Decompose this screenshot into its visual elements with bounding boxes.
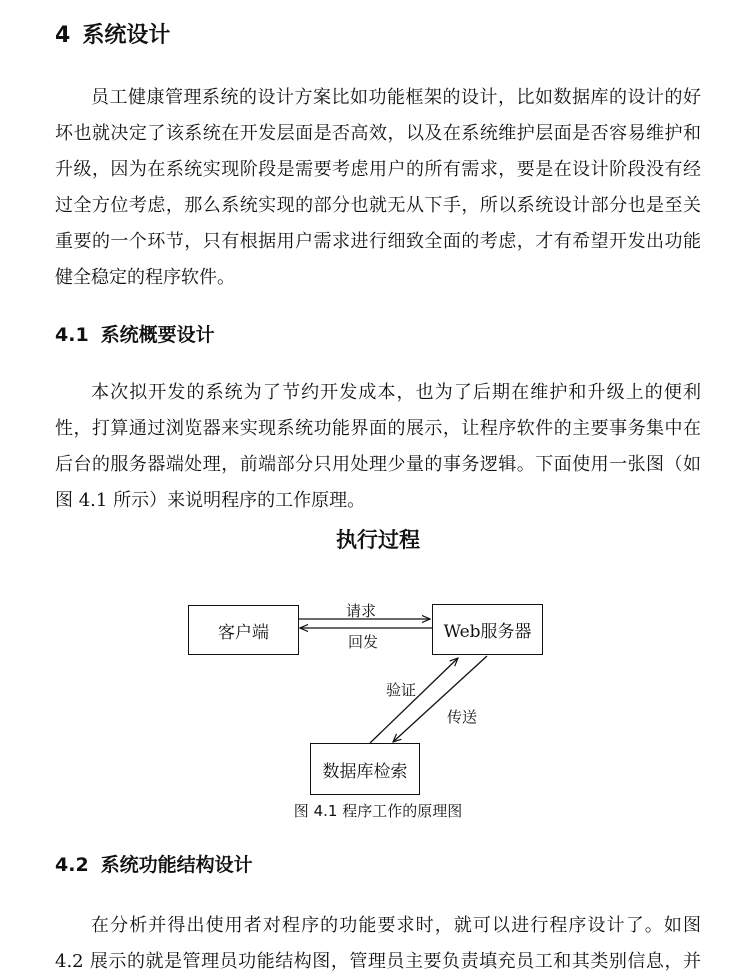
client-node [188, 605, 299, 655]
figure-caption: 图 4.1 程序工作的原理图 [293, 802, 463, 820]
section-title: 系统概要设计 [100, 324, 215, 346]
web-server-node [432, 604, 543, 655]
paragraph-line: 员工健康管理系统的设计方案比如功能框架的设计，比如数据库的设计的好 [91, 87, 701, 108]
request-label: 请求 [346, 602, 377, 620]
transmit-label: 传送 [447, 708, 478, 726]
paragraph-line: 重要的一个环节，只有根据用户需求进行细致全面的考虑，才有希望开发出功能 [55, 231, 701, 252]
paragraph-line: 4.2 展示的就是管理员功能结构图，管理员主要负责填充员工和其类别信息，并 [55, 951, 701, 972]
paragraph-line: 性，打算通过浏览器来实现系统功能界面的展示，让程序软件的主要事务集中在 [55, 418, 701, 439]
database-label: 数据库检索 [322, 761, 408, 782]
paragraph-line: 后台的服务器端处理，前端部分只用处理少量的事务逻辑。下面使用一张图（如 [55, 454, 701, 475]
diagram-title: 执行过程 [336, 527, 420, 552]
section-number: 4.1 [55, 324, 89, 346]
verify-label: 验证 [386, 681, 417, 699]
web-server-label: Web服务器 [443, 622, 532, 642]
paragraph-line: 在分析并得出使用者对程序的功能要求时，就可以进行程序设计了。如图 [91, 915, 701, 936]
client-label: 客户端 [218, 622, 269, 643]
verify-arrow [370, 658, 458, 743]
section-number: 4.2 [55, 854, 89, 876]
paragraph-line: 坏也就决定了该系统在开发层面是否高效，以及在系统维护层面是否容易维护和 [55, 123, 701, 144]
section-4-2-heading [55, 850, 253, 877]
response-label: 回发 [348, 633, 379, 651]
database-node [310, 743, 420, 795]
section-title: 系统设计 [82, 23, 171, 48]
section-4-2-paragraph [55, 908, 701, 980]
paragraph-line: 本次拟开发的系统为了节约开发成本，也为了后期在维护和升级上的便利 [91, 382, 701, 403]
paragraph-line: 图 4.1 所示）来说明程序的工作原理。 [55, 490, 366, 511]
paragraph-line: 升级，因为在系统实现阶段是需要考虑用户的所有需求，要是在设计阶段没有经 [55, 159, 701, 180]
paragraph-line: 健全稳定的程序软件。 [55, 267, 235, 288]
section-title: 系统功能结构设计 [100, 854, 253, 876]
paragraph-line: 过全方位考虑，那么系统实现的部分也就无从下手，所以系统设计部分也是至关 [55, 195, 701, 216]
section-number: 4 [55, 23, 71, 48]
